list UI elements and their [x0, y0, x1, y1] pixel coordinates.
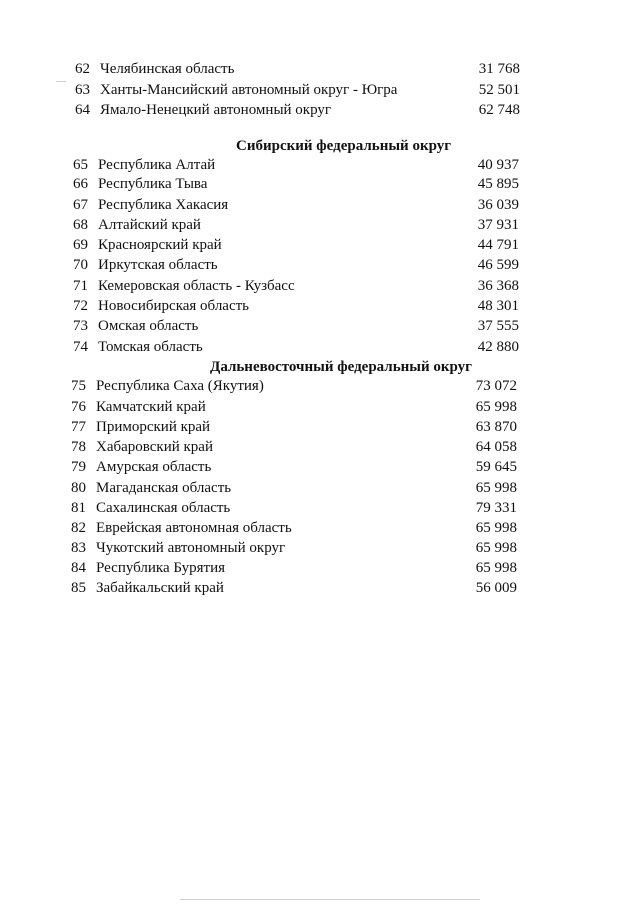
table-row: [0, 376, 640, 396]
region-name: Камчатский край: [96, 399, 206, 415]
region-value: 73 072: [475, 378, 517, 394]
region-value: 36 368: [477, 278, 519, 294]
row-number: 76: [71, 399, 86, 415]
region-value: 36 039: [477, 197, 519, 213]
row-number: 72: [73, 298, 88, 314]
region-name: Иркутская область: [98, 257, 218, 273]
table-row: [0, 174, 640, 194]
row-number: 68: [73, 217, 88, 233]
row-number: 84: [71, 560, 86, 576]
region-name: Республика Алтай: [98, 157, 216, 173]
table-row: [0, 276, 640, 296]
row-number: 82: [71, 520, 86, 536]
region-name: Хабаровский край: [96, 439, 213, 455]
row-number: 69: [73, 237, 88, 253]
region-name: Республика Бурятия: [96, 560, 226, 576]
row-number: 78: [71, 439, 86, 455]
table-row: [0, 337, 640, 357]
region-value: 42 880: [477, 339, 519, 355]
table-row: [0, 155, 640, 175]
row-number: 71: [73, 278, 88, 294]
region-name: Приморский край: [96, 419, 211, 435]
region-value: 65 998: [475, 480, 517, 496]
table-row: [0, 59, 640, 79]
region-value: 40 937: [477, 157, 519, 173]
region-value: 31 768: [478, 61, 520, 77]
region-name: Забайкальский край: [96, 580, 224, 596]
region-name: Магаданская область: [96, 480, 232, 496]
table-row: [0, 80, 640, 100]
region-value: 44 791: [477, 237, 519, 253]
region-name: Сахалинская область: [96, 500, 231, 516]
region-name: Чукотский автономный округ: [96, 540, 286, 556]
row-number: 64: [75, 102, 90, 118]
row-number: 73: [73, 318, 88, 334]
row-number: 81: [71, 500, 86, 516]
region-name: Республика Хакасия: [98, 197, 229, 213]
table-row: [0, 578, 640, 598]
section-heading: Сибирский федеральный округ: [236, 138, 452, 154]
region-value: 52 501: [478, 82, 520, 98]
table-row: [0, 417, 640, 437]
region-name: Ханты-Мансийский автономный округ - Югра: [100, 82, 398, 98]
table-row: [0, 255, 640, 275]
region-name: Амурская область: [96, 459, 212, 475]
region-value: 45 895: [477, 176, 519, 192]
table-row: [0, 235, 640, 255]
section-heading: Дальневосточный федеральный округ: [210, 359, 472, 375]
table-row: [0, 437, 640, 457]
table-row: [0, 296, 640, 316]
region-value: 37 931: [477, 217, 519, 233]
region-value: 48 301: [477, 298, 519, 314]
region-name: Красноярский край: [98, 237, 222, 253]
region-name: Ямало-Ненецкий автономный округ: [100, 102, 332, 118]
region-value: 46 599: [477, 257, 519, 273]
row-number: 63: [75, 82, 90, 98]
table-row: [0, 195, 640, 215]
row-number: 79: [71, 459, 86, 475]
row-number: 85: [71, 580, 86, 596]
table-row: [0, 498, 640, 518]
region-value: 65 998: [475, 560, 517, 576]
region-value: 65 998: [475, 540, 517, 556]
table-row: [0, 397, 640, 417]
table-row: [0, 215, 640, 235]
region-value: 64 058: [475, 439, 517, 455]
region-value: 62 748: [478, 102, 520, 118]
table-row: [0, 558, 640, 578]
row-number: 83: [71, 540, 86, 556]
region-value: 65 998: [475, 399, 517, 415]
region-name: Омская область: [98, 318, 199, 334]
row-number: 67: [73, 197, 88, 213]
table-row: [0, 457, 640, 477]
table-row: [0, 316, 640, 336]
row-number: 75: [71, 378, 86, 394]
row-number: 74: [73, 339, 88, 355]
table-row: [0, 518, 640, 538]
region-name: Новосибирская область: [98, 298, 250, 314]
region-name: Алтайский край: [98, 217, 201, 233]
region-value: 37 555: [477, 318, 519, 334]
region-name: Республика Тыва: [98, 176, 208, 192]
row-number: 65: [73, 157, 88, 173]
scan-artifact-line: [180, 899, 480, 900]
row-number: 66: [73, 176, 88, 192]
scan-artifact-line: [56, 81, 66, 82]
table-row: [0, 538, 640, 558]
region-name: Республика Саха (Якутия): [96, 378, 264, 394]
region-value: 56 009: [475, 580, 517, 596]
region-value: 63 870: [475, 419, 517, 435]
row-number: 80: [71, 480, 86, 496]
region-value: 79 331: [475, 500, 517, 516]
region-name: Кемеровская область - Кузбасс: [98, 278, 295, 294]
row-number: 62: [75, 61, 90, 77]
region-value: 59 645: [475, 459, 517, 475]
region-name: Томская область: [98, 339, 203, 355]
region-name: Челябинская область: [100, 61, 235, 77]
region-value: 65 998: [475, 520, 517, 536]
row-number: 77: [71, 419, 86, 435]
table-row: [0, 100, 640, 120]
region-name: Еврейская автономная область: [96, 520, 292, 536]
table-row: [0, 478, 640, 498]
row-number: 70: [73, 257, 88, 273]
